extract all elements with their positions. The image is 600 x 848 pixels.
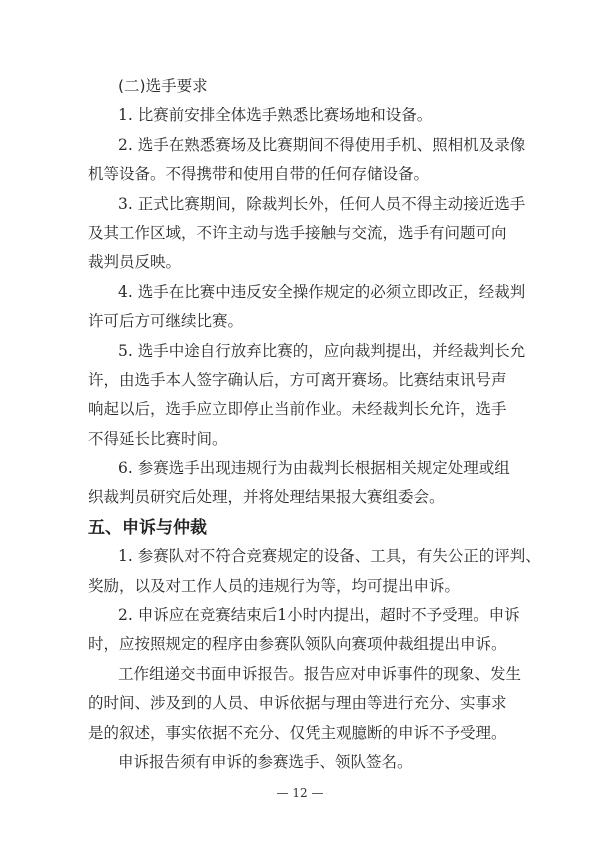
- paragraph-line: 时，应按照规定的程序由参赛队领队向赛项仲裁组提出申诉。: [88, 635, 507, 653]
- paragraph-line: 1. 比赛前安排全体选手熟悉比赛场地和设备。: [118, 106, 433, 124]
- paragraph-line: 响起以后，选手应立即停止当前作业。未经裁判长允许，选手: [88, 400, 507, 418]
- subheading-contestant-requirements: (二)选手要求: [118, 77, 208, 95]
- paragraph-line: 2. 申诉应在竞赛结束后1小时内提出，超时不予受理。申诉: [118, 606, 520, 624]
- paragraph-line: 6. 参赛选手出现违规行为由裁判长根据相关规定处理或组: [118, 459, 510, 477]
- paragraph-line: 2. 选手在熟悉赛场及比赛期间不得使用手机、照相机及录像: [118, 136, 526, 154]
- paragraph-line: 许可后方可继续比赛。: [88, 312, 244, 330]
- paragraph-line: 4. 选手在比赛中违反安全操作规定的必须立即改正，经裁判: [118, 283, 526, 301]
- paragraph-line: 许，由选手本人签字确认后，方可离开赛场。比赛结束讯号声: [88, 371, 507, 389]
- paragraph-line: 5. 选手中途自行放弃比赛的，应向裁判提出，并经裁判长允: [118, 342, 526, 360]
- paragraph-line: 工作组递交书面申诉报告。报告应对申诉事件的现象、发生: [118, 665, 522, 683]
- paragraph-line: 机等设备。不得携带和使用自带的任何存储设备。: [88, 165, 430, 183]
- paragraph-line: 的时间、涉及到的人员、申诉依据与理由等进行充分、实事求: [88, 694, 507, 712]
- paragraph-line: 及其工作区域，不许主动与选手接触与交流，选手有问题可向: [88, 224, 507, 242]
- paragraph-line: 裁判员反映。: [88, 253, 182, 271]
- paragraph-line: 申诉报告须有申诉的参赛选手、领队签名。: [118, 753, 413, 771]
- paragraph-line: 不得延长比赛时间。: [88, 430, 228, 448]
- paragraph-line: 3. 正式比赛期间，除裁判长外，任何人员不得主动接近选手: [118, 195, 526, 213]
- paragraph-line: 是的叙述，事实依据不充分、仅凭主观臆断的申诉不予受理。: [88, 724, 507, 742]
- paragraph-line: 1. 参赛队对不符合竞赛规定的设备、工具，有失公正的评判、: [118, 547, 541, 565]
- paragraph-line: 奖励，以及对工作人员的违规行为等，均可提出申诉。: [88, 577, 461, 595]
- paragraph-line: 织裁判员研究后处理，并将处理结果报大赛组委会。: [88, 488, 445, 506]
- page-number: — 12 —: [276, 786, 324, 800]
- section-heading-appeal-arbitration: 五、申诉与仲裁: [88, 518, 207, 538]
